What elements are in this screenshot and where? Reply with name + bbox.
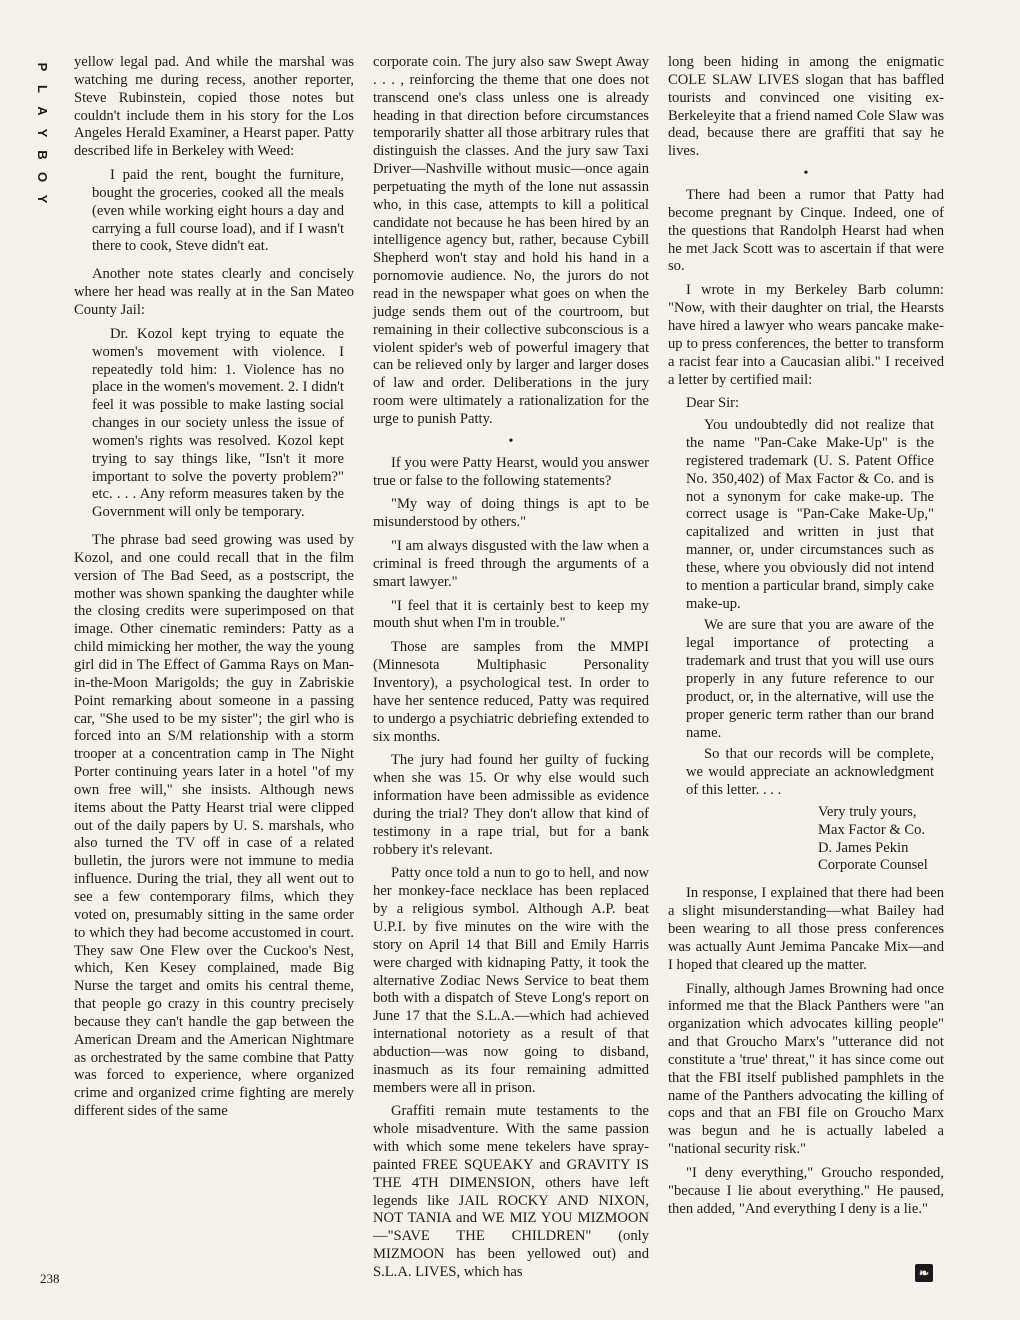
signature-line: Very truly yours,	[818, 803, 917, 820]
paragraph: "My way of doing things is apt to be misunderstood by others."	[373, 496, 649, 531]
block-quote	[74, 326, 354, 522]
paragraph: The phrase bad seed growing was used by Kozol, and one could recall that in the film version of The Bad Seed, as a postscript, the mother was shown spanking the daughter while the closing credits were superimposed on that image. Other cinematic reminders: Patty as a child mimicking her mother, the way the young girl did in The Effect of Gamma Rays on Man-in-the-Moon Marigolds; the guy in Zabriskie Point remarking about someone in a passing car, "She used to be my sister"; the girl who is forced into an S/M relationship with a storm trooper at a concentration camp in The Night Porter continuing years later in a hotel "of my own free will," she insists. Although news items about the Patty Hearst trial were clipped out of the daily papers by U. S. marshals, who also turned the TV off in case of a related bulletin, the jurors were not immune to media influence. During the trial, they all went out to see a few contemporary films, which they voted on, presumably sitting in the same order to which they had become accustomed in court. They saw One Flew over the Cuckoo's Nest, which, Ken Kesey complained, made Big Nurse the target and omits his central theme, that people go crazy in this country precisely because they can't handle the gap between the American Dream and the American Nightmare as orchestrated by the same combine that Patty was forced to experience, where organized crime and organized crime fighting are merely different sides of the same	[74, 532, 354, 1120]
paragraph: Another note states clearly and concisely where her head was really at in the San Mateo County Jail:	[74, 266, 354, 318]
paragraph: corporate coin. The jury also saw Swept Away . . . , reinforcing the theme that one does not transcend one's class unless one is already heading in that direction before circumstances temporarily shatter all those arbitrary rules that distinguish the classes. And the jury saw Taxi Driver—Nashville without music—once again perpetuating the myth of the lone nut assassin who, in this case, attempts to kill a political candidate not because he has been hired by an intelligence agency but, rather, because Cybill Shepherd won't stay and hold his hand in a pornomovie audience. No, the jurors do not read in the newspaper what goes on when the judge sends them out of the courtroom, but remaining in their collective subconscious is a violent spider's web of powerful imagery that can be relieved only by larger and larger doses of law and order. Deliberations in the jury room were ultimately a rationalization for the urge to punish Patty.	[373, 54, 649, 427]
paragraph: Patty once told a nun to go to hell, and now her monkey-face necklace has been replaced by a religious symbol. Although A.P. beat U.P.I. by five minutes on the wire with the story on April 14 that Bill and Emily Harris were charged with kidnaping Patty, it took the alternative Zodiac News Service to beat them both with a dispatch of Steve Long's report on June 17 that the S.L.A.—which had achieved international notoriety as a result of that abduction—was now going to disband, inasmuch as its four remaining admitted members were all in prison.	[373, 865, 649, 1096]
paragraph: "I am always disgusted with the law when a criminal is freed through the arguments of a smart lawyer."	[373, 538, 649, 590]
signature-line: Corporate Counsel	[818, 857, 928, 874]
paragraph: long been hiding in among the enigmatic COLE SLAW LIVES slogan that has baffled tourists and convinced one visiting ex-Berkeleyite that a friend named Cole Slaw was dead, because there are graffiti that say he lives.	[668, 54, 944, 160]
paragraph: "I deny everything," Groucho responded, "because I lie about everything." He paused, then added, "And everything I deny is a lie."	[668, 1164, 944, 1217]
section-bullet: •	[803, 166, 809, 182]
letter-paragraph: You undoubtedly did not realize that the name "Pan-Cake Make-Up" is the registered trademark (U. S. Patent Office No. 350,402) of Max Factor & Co. and is not a synonym for cake make-up. The correct usage is "Pan-Cake Make-Up," capitalized and written in just that manner, or, under circumstances such as these, where you obviously did not intend to mention a particular brand, simply cake make-up.	[686, 417, 934, 612]
paragraph: yellow legal pad. And while the marshal was watching me during recess, another reporter, Steve Rubinstein, copied those notes but couldn't include them in his story for the Los Angeles Herald Examiner, a Hearst paper. Patty described life in Berkeley with Weed:	[74, 54, 354, 160]
letter-paragraph: We are sure that you are aware of the legal importance of protecting a trademark and trust that you will use ours properly in any future reference to our product, or, in the alternative, will use the proper generic term rather than our brand name.	[686, 617, 934, 741]
letter-paragraph: So that our records will be complete, we would appreciate an acknowledgment of this letter. . . .	[686, 746, 934, 799]
paragraph: Finally, although James Browning had once informed me that the Black Panthers were "an organization which advocates killing people" and that Groucho Marx's "utterance did not constitute a 'true' threat," it has since come out that the FBI itself published pamphlets in the name of the Panthers advocating the killing of cops and that an FBI file on Groucho Marx was begun and he is actually labeled a "national security risk."	[668, 980, 944, 1158]
rabbit-head-icon: ❧	[915, 1264, 933, 1282]
quote-paragraph: I paid the rent, bought the furniture, bought the groceries, cooked all the meals (even while working eight hours a day and carrying a full course load), and if I wasn't there to cook, Steve didn't eat.	[92, 167, 344, 255]
signature-line: Max Factor & Co.	[818, 821, 926, 838]
running-head: P L A Y B O Y	[35, 62, 50, 204]
signature-line: D. James Pekin	[818, 839, 909, 856]
page-number: 238	[40, 1271, 60, 1286]
paragraph: I wrote in my Berkeley Barb column: "Now, with their daughter on trial, the Hearsts have hired a lawyer who wears pancake make-up to press conferences, the better to transform a racist fear into a Caucasian alibi." I received a letter by certified mail:	[668, 282, 944, 388]
letter-signature	[818, 804, 934, 875]
quote-paragraph: Dr. Kozol kept trying to equate the women's movement with violence. I repeatedly told him: 1. Violence has no place in the women's movement. 2. I didn't feel it was possible to make lasting social changes in our society unless the issue of women's rights was resolved. Kozol kept trying to say things like, "Isn't it more important to solve the poverty problem?" etc. . . . Any reform measures taken by the Government will only be temporary.	[92, 325, 344, 521]
letter-quote	[668, 395, 944, 875]
paragraph: Graffiti remain mute testaments to the whole misadventure. With the same passion with which some mene tekelers have spray-painted FREE SQUEAKY and GRAVITY IS THE 4TH DIMENSION, others have left legends like JAIL ROCKY AND NIXON, NOT TANIA and WE MIZ YOU MIZMOON—"SAVE THE CHILDREN" (only MIZMOON has been yellowed out) and S.L.A. LIVES, which has	[373, 1103, 649, 1280]
letter-salutation: Dear Sir:	[686, 395, 740, 412]
paragraph: If you were Patty Hearst, would you answer true or false to the following statements?	[373, 454, 649, 489]
column-1	[74, 54, 354, 1127]
paragraph: Those are samples from the MMPI (Minnesota Multiphasic Personality Inventory), a psychological test. In order to have her sentence reduced, Patty was required to undergo a psychiatric debriefing extended to six months.	[373, 639, 649, 745]
paragraph: In response, I explained that there had been a slight misunderstanding—what Bailey had been wearing to all those press conferences was actually Aunt Jemima Pancake Mix—and I hoped that cleared up the matter.	[668, 885, 944, 973]
paragraph: The jury had found her guilty of fucking when she was 15. Or why else would such information have been admissible as evidence during the trial? They don't allow that kind of testimony in a rape trial, but for a bank robbery it's relevant.	[373, 752, 649, 858]
section-bullet: •	[508, 433, 514, 449]
paragraph: There had been a rumor that Patty had become pregnant by Cinque. Indeed, one of the questions that Randolph Hearst had when he met Jack Scott was to ascertain if that were so.	[668, 187, 944, 275]
block-quote	[74, 167, 354, 256]
column-3	[668, 54, 944, 1224]
column-2	[373, 54, 649, 1288]
paragraph: "I feel that it is certainly best to keep my mouth shut when I'm in trouble."	[373, 597, 649, 632]
